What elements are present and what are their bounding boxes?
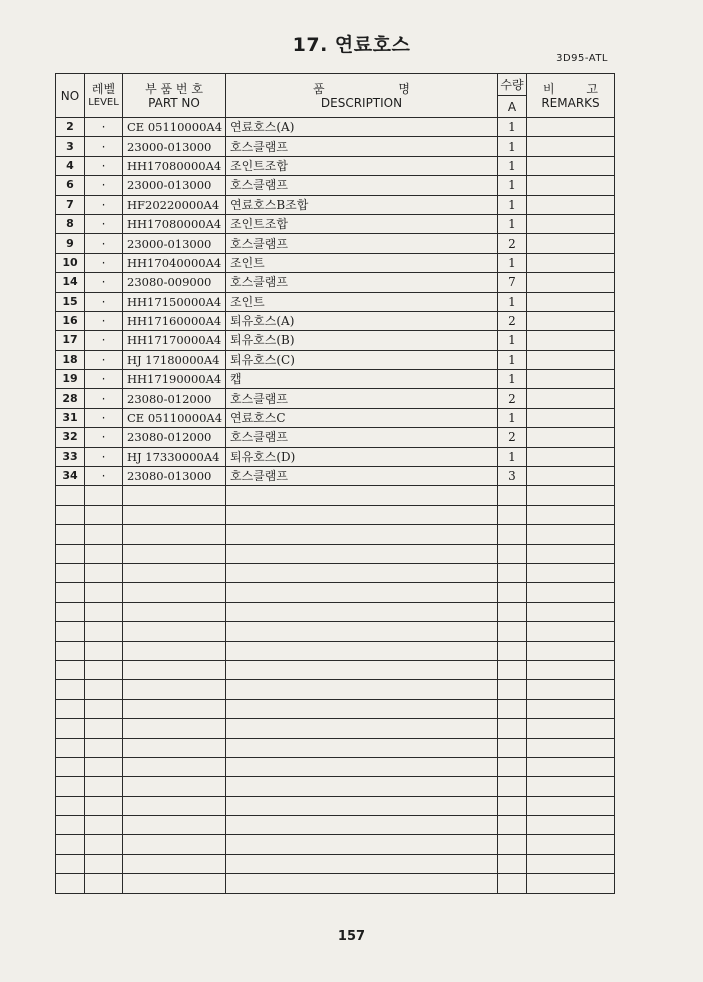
empty-table-row — [56, 622, 615, 641]
row-part-no — [123, 835, 226, 854]
row-part-no: 23080-013000 — [123, 467, 226, 486]
row-qty — [498, 854, 527, 873]
row-remarks — [527, 816, 615, 835]
row-remarks — [527, 602, 615, 621]
row-qty: 2 — [498, 311, 527, 330]
row-level: · — [85, 408, 123, 427]
row-description: 호스클램프 — [226, 273, 498, 292]
row-part-no: 23000-013000 — [123, 176, 226, 195]
row-no — [56, 874, 85, 893]
row-remarks — [527, 699, 615, 718]
row-qty: 1 — [498, 331, 527, 350]
table-row — [56, 370, 615, 389]
row-level: · — [85, 292, 123, 311]
row-remarks — [527, 680, 615, 699]
row-remarks — [527, 350, 615, 369]
row-part-no: 23080-012000 — [123, 389, 226, 408]
row-part-no — [123, 505, 226, 524]
row-description — [226, 854, 498, 873]
empty-table-row — [56, 874, 615, 893]
row-no — [56, 680, 85, 699]
row-qty: 3 — [498, 467, 527, 486]
row-part-no: HH17170000A4 — [123, 331, 226, 350]
row-no: 31 — [56, 408, 85, 427]
row-qty — [498, 835, 527, 854]
row-part-no: 23080-012000 — [123, 428, 226, 447]
row-remarks — [527, 370, 615, 389]
table-row — [56, 292, 615, 311]
empty-table-row — [56, 525, 615, 544]
row-description: 호스클램프 — [226, 234, 498, 253]
row-level — [85, 719, 123, 738]
row-no — [56, 641, 85, 660]
row-description — [226, 583, 498, 602]
row-part-no — [123, 602, 226, 621]
row-description: 호스클램프 — [226, 428, 498, 447]
row-no: 4 — [56, 156, 85, 175]
row-part-no — [123, 525, 226, 544]
row-no — [56, 602, 85, 621]
row-description — [226, 699, 498, 718]
row-qty: 1 — [498, 195, 527, 214]
row-remarks — [527, 331, 615, 350]
row-qty: 7 — [498, 273, 527, 292]
row-description — [226, 641, 498, 660]
row-qty — [498, 874, 527, 893]
row-part-no — [123, 738, 226, 757]
row-qty: 1 — [498, 292, 527, 311]
table-row — [56, 408, 615, 427]
row-level: · — [85, 273, 123, 292]
row-remarks — [527, 408, 615, 427]
empty-table-row — [56, 641, 615, 660]
row-qty — [498, 641, 527, 660]
row-remarks — [527, 544, 615, 563]
row-part-no — [123, 641, 226, 660]
row-qty — [498, 486, 527, 505]
row-remarks — [527, 854, 615, 873]
row-part-no — [123, 544, 226, 563]
row-qty: 1 — [498, 370, 527, 389]
empty-table-row — [56, 719, 615, 738]
row-level — [85, 796, 123, 815]
row-qty — [498, 699, 527, 718]
row-description: 조인트조합 — [226, 214, 498, 233]
row-level — [85, 699, 123, 718]
row-level: · — [85, 214, 123, 233]
row-remarks — [527, 137, 615, 156]
row-remarks — [527, 525, 615, 544]
empty-table-row — [56, 757, 615, 776]
table-row — [56, 447, 615, 466]
row-no: 9 — [56, 234, 85, 253]
row-part-no: 23000-013000 — [123, 137, 226, 156]
row-level — [85, 777, 123, 796]
row-remarks — [527, 777, 615, 796]
row-no: 32 — [56, 428, 85, 447]
row-part-no — [123, 563, 226, 582]
row-remarks — [527, 467, 615, 486]
row-level: · — [85, 467, 123, 486]
row-level: · — [85, 350, 123, 369]
row-description — [226, 816, 498, 835]
row-remarks — [527, 563, 615, 582]
row-part-no: HH17190000A4 — [123, 370, 226, 389]
row-description — [226, 777, 498, 796]
row-remarks — [527, 428, 615, 447]
row-no: 14 — [56, 273, 85, 292]
row-no — [56, 660, 85, 679]
row-part-no: CE 05110000A4 — [123, 118, 226, 137]
row-level — [85, 757, 123, 776]
header-remarks: 비 고 REMARKS — [527, 74, 615, 118]
empty-table-row — [56, 680, 615, 699]
row-no — [56, 738, 85, 757]
row-remarks — [527, 835, 615, 854]
row-no: 18 — [56, 350, 85, 369]
row-level — [85, 738, 123, 757]
row-part-no: 23000-013000 — [123, 234, 226, 253]
parts-table — [55, 73, 615, 894]
row-part-no — [123, 796, 226, 815]
table-row — [56, 195, 615, 214]
row-qty — [498, 738, 527, 757]
row-qty: 1 — [498, 176, 527, 195]
row-description — [226, 544, 498, 563]
row-part-no — [123, 874, 226, 893]
row-qty — [498, 680, 527, 699]
row-qty: 2 — [498, 428, 527, 447]
row-qty: 1 — [498, 447, 527, 466]
row-part-no — [123, 777, 226, 796]
row-qty — [498, 816, 527, 835]
row-level: · — [85, 137, 123, 156]
row-part-no: CE 05110000A4 — [123, 408, 226, 427]
row-description — [226, 680, 498, 699]
row-part-no — [123, 486, 226, 505]
row-no — [56, 854, 85, 873]
row-description: 퇴유호스(B) — [226, 331, 498, 350]
row-no: 2 — [56, 118, 85, 137]
model-code: 3D95-ATL — [556, 53, 608, 64]
row-no — [56, 583, 85, 602]
table-row — [56, 350, 615, 369]
row-qty: 1 — [498, 214, 527, 233]
row-description: 호스클램프 — [226, 467, 498, 486]
row-level — [85, 660, 123, 679]
row-description — [226, 796, 498, 815]
row-part-no — [123, 854, 226, 873]
row-level — [85, 874, 123, 893]
row-remarks — [527, 176, 615, 195]
header-no: NO — [56, 74, 85, 118]
table-row — [56, 428, 615, 447]
header-description: 품 명 DESCRIPTION — [226, 74, 498, 118]
row-description: 퇴유호스(C) — [226, 350, 498, 369]
empty-table-row — [56, 796, 615, 815]
row-description: 연료호스C — [226, 408, 498, 427]
row-qty: 1 — [498, 408, 527, 427]
row-qty: 2 — [498, 234, 527, 253]
row-level — [85, 641, 123, 660]
row-description: 퇴유호스(D) — [226, 447, 498, 466]
row-description: 조인트 — [226, 253, 498, 272]
empty-table-row — [56, 660, 615, 679]
row-qty: 1 — [498, 118, 527, 137]
row-level — [85, 680, 123, 699]
empty-table-row — [56, 486, 615, 505]
row-level: · — [85, 156, 123, 175]
row-remarks — [527, 447, 615, 466]
row-no: 8 — [56, 214, 85, 233]
row-description: 연료호스B조합 — [226, 195, 498, 214]
row-remarks — [527, 874, 615, 893]
row-qty — [498, 660, 527, 679]
row-qty — [498, 796, 527, 815]
header-qty: 수량 — [498, 74, 527, 96]
empty-table-row — [56, 699, 615, 718]
row-no — [56, 835, 85, 854]
header-qty-sub: A — [498, 96, 527, 118]
row-part-no — [123, 622, 226, 641]
row-qty — [498, 583, 527, 602]
row-level: · — [85, 118, 123, 137]
row-no — [56, 622, 85, 641]
row-level: · — [85, 311, 123, 330]
row-level — [85, 486, 123, 505]
row-description — [226, 622, 498, 641]
row-part-no — [123, 757, 226, 776]
table-row — [56, 253, 615, 272]
row-part-no: HH17080000A4 — [123, 156, 226, 175]
row-part-no: HH17080000A4 — [123, 214, 226, 233]
table-row — [56, 234, 615, 253]
row-no — [56, 816, 85, 835]
row-description: 호스클램프 — [226, 176, 498, 195]
row-part-no: HH17040000A4 — [123, 253, 226, 272]
row-description — [226, 874, 498, 893]
row-remarks — [527, 273, 615, 292]
row-no: 6 — [56, 176, 85, 195]
row-qty: 1 — [498, 156, 527, 175]
row-remarks — [527, 719, 615, 738]
row-no: 16 — [56, 311, 85, 330]
row-level — [85, 544, 123, 563]
row-part-no — [123, 816, 226, 835]
table-row — [56, 214, 615, 233]
row-remarks — [527, 757, 615, 776]
row-description — [226, 660, 498, 679]
row-level: · — [85, 195, 123, 214]
parts-table-body — [56, 118, 615, 894]
table-row — [56, 176, 615, 195]
row-level — [85, 835, 123, 854]
row-remarks — [527, 292, 615, 311]
empty-table-row — [56, 563, 615, 582]
row-qty: 1 — [498, 137, 527, 156]
row-qty — [498, 563, 527, 582]
row-remarks — [527, 660, 615, 679]
row-no: 3 — [56, 137, 85, 156]
page-number: 157 — [337, 929, 366, 944]
row-no — [56, 525, 85, 544]
empty-table-row — [56, 505, 615, 524]
row-level — [85, 854, 123, 873]
empty-table-row — [56, 777, 615, 796]
row-level — [85, 563, 123, 582]
row-qty: 1 — [498, 350, 527, 369]
row-no: 15 — [56, 292, 85, 311]
row-level — [85, 525, 123, 544]
table-row — [56, 137, 615, 156]
page-title: 17. 연료호스 — [292, 34, 411, 56]
row-part-no — [123, 680, 226, 699]
row-qty: 1 — [498, 253, 527, 272]
row-description — [226, 486, 498, 505]
row-description: 퇴유호스(A) — [226, 311, 498, 330]
row-level — [85, 505, 123, 524]
row-qty — [498, 505, 527, 524]
table-row — [56, 118, 615, 137]
row-qty — [498, 757, 527, 776]
table-row — [56, 311, 615, 330]
empty-table-row — [56, 544, 615, 563]
row-part-no — [123, 660, 226, 679]
table-row — [56, 467, 615, 486]
row-remarks — [527, 486, 615, 505]
row-remarks — [527, 214, 615, 233]
row-no: 17 — [56, 331, 85, 350]
row-level — [85, 622, 123, 641]
row-description — [226, 738, 498, 757]
row-no — [56, 777, 85, 796]
row-level: · — [85, 253, 123, 272]
row-no — [56, 757, 85, 776]
row-remarks — [527, 583, 615, 602]
table-row — [56, 389, 615, 408]
row-part-no: HJ 17330000A4 — [123, 447, 226, 466]
row-description — [226, 563, 498, 582]
row-no — [56, 505, 85, 524]
row-no: 34 — [56, 467, 85, 486]
row-no — [56, 486, 85, 505]
row-no — [56, 719, 85, 738]
row-remarks — [527, 195, 615, 214]
row-remarks — [527, 641, 615, 660]
row-remarks — [527, 622, 615, 641]
row-level: · — [85, 370, 123, 389]
row-level: · — [85, 176, 123, 195]
row-no — [56, 563, 85, 582]
row-remarks — [527, 796, 615, 815]
row-remarks — [527, 389, 615, 408]
row-no — [56, 544, 85, 563]
row-description — [226, 602, 498, 621]
row-qty — [498, 602, 527, 621]
row-part-no: 23080-009000 — [123, 273, 226, 292]
row-qty — [498, 719, 527, 738]
row-description: 연료호스(A) — [226, 118, 498, 137]
row-qty: 2 — [498, 389, 527, 408]
row-remarks — [527, 156, 615, 175]
row-level: · — [85, 234, 123, 253]
row-description: 조인트조합 — [226, 156, 498, 175]
row-description — [226, 505, 498, 524]
header-part-no: 부 품 번 호 PART NO — [123, 74, 226, 118]
row-part-no — [123, 699, 226, 718]
row-description: 호스클램프 — [226, 137, 498, 156]
row-description — [226, 757, 498, 776]
table-row — [56, 273, 615, 292]
row-description: 캡 — [226, 370, 498, 389]
row-remarks — [527, 253, 615, 272]
header-level: 레벨 LEVEL — [85, 74, 123, 118]
row-part-no — [123, 719, 226, 738]
empty-table-row — [56, 816, 615, 835]
row-description — [226, 835, 498, 854]
row-level — [85, 816, 123, 835]
row-no: 19 — [56, 370, 85, 389]
row-part-no: HH17160000A4 — [123, 311, 226, 330]
row-level: · — [85, 331, 123, 350]
empty-table-row — [56, 835, 615, 854]
row-qty — [498, 544, 527, 563]
empty-table-row — [56, 602, 615, 621]
row-remarks — [527, 118, 615, 137]
row-no: 33 — [56, 447, 85, 466]
row-part-no: HH17150000A4 — [123, 292, 226, 311]
row-description: 호스클램프 — [226, 389, 498, 408]
row-qty — [498, 525, 527, 544]
row-remarks — [527, 234, 615, 253]
row-description — [226, 525, 498, 544]
row-part-no: HJ 17180000A4 — [123, 350, 226, 369]
row-qty — [498, 622, 527, 641]
row-description — [226, 719, 498, 738]
row-level: · — [85, 389, 123, 408]
empty-table-row — [56, 854, 615, 873]
row-no: 28 — [56, 389, 85, 408]
row-level — [85, 602, 123, 621]
row-remarks — [527, 738, 615, 757]
row-description: 조인트 — [226, 292, 498, 311]
row-level: · — [85, 447, 123, 466]
row-no: 10 — [56, 253, 85, 272]
row-no — [56, 796, 85, 815]
row-no: 7 — [56, 195, 85, 214]
empty-table-row — [56, 738, 615, 757]
row-no — [56, 699, 85, 718]
row-part-no: HF20220000A4 — [123, 195, 226, 214]
table-row — [56, 331, 615, 350]
empty-table-row — [56, 583, 615, 602]
table-row — [56, 156, 615, 175]
row-remarks — [527, 311, 615, 330]
row-remarks — [527, 505, 615, 524]
row-level: · — [85, 428, 123, 447]
row-part-no — [123, 583, 226, 602]
row-level — [85, 583, 123, 602]
row-qty — [498, 777, 527, 796]
